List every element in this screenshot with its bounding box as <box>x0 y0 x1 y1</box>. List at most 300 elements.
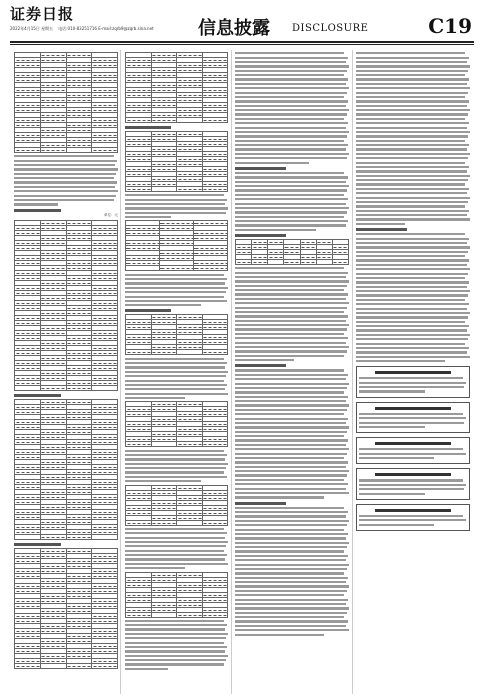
announcement-title <box>375 442 451 445</box>
header-rule <box>10 41 474 43</box>
text-line <box>356 122 469 124</box>
table-cell <box>177 442 203 447</box>
text-line <box>356 356 470 358</box>
text-line <box>356 179 468 181</box>
table-cell <box>92 385 118 390</box>
table-cell <box>151 118 177 123</box>
text-line <box>356 294 468 296</box>
text-line <box>14 160 117 162</box>
text-line <box>356 264 467 266</box>
text-line <box>235 542 349 544</box>
text-line <box>356 308 467 310</box>
text-line <box>359 413 463 415</box>
text-line <box>235 127 346 129</box>
text-line <box>356 83 467 85</box>
table-cell <box>151 520 177 525</box>
text-line <box>356 242 467 244</box>
table-cell <box>40 148 66 153</box>
text-line <box>235 507 344 509</box>
table-cell <box>160 266 194 271</box>
table-cell <box>40 385 66 390</box>
text-line <box>356 251 468 253</box>
text-line <box>14 181 117 183</box>
text-line <box>125 624 227 626</box>
text-line <box>235 466 346 468</box>
text-line <box>235 378 346 380</box>
text-line <box>356 162 465 164</box>
text-line <box>235 577 348 579</box>
text-line <box>235 550 344 552</box>
text-line <box>125 397 185 399</box>
text-line <box>235 324 349 326</box>
text-line <box>125 532 227 534</box>
text-line <box>235 524 347 526</box>
text-line <box>235 435 344 437</box>
text-line <box>125 380 224 382</box>
text-line <box>14 168 118 170</box>
text-line <box>356 192 467 194</box>
text-line <box>125 287 228 289</box>
table-cell <box>177 612 203 617</box>
text-line <box>235 496 324 498</box>
section-heading <box>235 167 286 170</box>
table-cell <box>126 612 152 617</box>
text-line <box>235 272 348 274</box>
text-line <box>14 203 58 205</box>
text-line <box>235 70 347 72</box>
body-text <box>125 620 228 670</box>
body-text <box>125 528 228 570</box>
table-row <box>126 612 228 617</box>
text-line <box>359 493 425 495</box>
text-line <box>356 303 469 305</box>
newspaper-logo: 证券日报 <box>10 5 75 23</box>
table-cell <box>40 663 66 668</box>
text-line <box>235 422 346 424</box>
text-line <box>235 87 349 89</box>
column-4 <box>356 50 470 694</box>
table-cell <box>300 260 316 265</box>
contact-info: 电话:010-83251716 E-mail:zqrb9@zqrb.sina.net <box>58 26 154 31</box>
text-line <box>235 315 348 317</box>
text-line <box>14 173 116 175</box>
text-line <box>235 616 344 618</box>
text-line <box>235 603 346 605</box>
text-line <box>235 337 348 339</box>
table-cell <box>252 260 268 265</box>
text-line <box>356 188 469 190</box>
text-line <box>125 558 225 560</box>
section-heading <box>125 309 171 312</box>
section-heading <box>125 126 171 129</box>
table-cell <box>15 663 41 668</box>
table-cell <box>66 663 92 668</box>
header-rule-thin <box>10 44 474 45</box>
text-line <box>125 668 168 670</box>
column-2 <box>125 50 228 694</box>
text-line <box>235 78 348 80</box>
text-line <box>125 663 224 665</box>
text-line <box>356 153 470 155</box>
table-cell <box>126 266 160 271</box>
section-heading <box>235 234 286 237</box>
text-line <box>235 444 346 446</box>
text-line <box>235 140 344 142</box>
text-line <box>125 458 225 460</box>
text-line <box>356 316 468 318</box>
text-line <box>356 175 470 177</box>
text-line <box>125 296 224 298</box>
text-line <box>235 426 349 428</box>
text-line <box>235 276 346 278</box>
table-cell <box>202 612 228 617</box>
column-divider <box>120 50 121 694</box>
text-line <box>356 87 470 89</box>
text-line <box>356 166 469 168</box>
text-line <box>14 195 116 197</box>
text-line <box>125 476 227 478</box>
text-line <box>359 453 466 455</box>
text-line <box>235 211 347 213</box>
text-line <box>125 659 226 661</box>
page-header <box>0 0 484 48</box>
body-text <box>125 274 228 307</box>
table-row <box>15 385 118 390</box>
text-line <box>125 471 224 473</box>
text-line <box>235 307 347 309</box>
text-line <box>235 515 346 517</box>
text-line <box>356 338 468 340</box>
data-table <box>125 401 228 447</box>
text-line <box>235 400 346 402</box>
text-line <box>356 238 469 240</box>
text-line <box>235 131 349 133</box>
text-line <box>356 74 465 76</box>
text-line <box>235 607 349 609</box>
section-heading <box>14 394 61 397</box>
text-line <box>235 453 347 455</box>
table-cell <box>268 260 284 265</box>
table-cell <box>332 260 348 265</box>
text-line <box>125 207 228 209</box>
announcement-box <box>356 437 470 464</box>
text-line <box>356 286 467 288</box>
text-line <box>125 628 225 630</box>
body-text <box>235 172 349 231</box>
text-line <box>235 224 346 226</box>
text-line <box>356 96 465 98</box>
text-line <box>235 280 349 282</box>
table-cell <box>202 187 228 192</box>
text-line <box>235 65 349 67</box>
text-line <box>356 157 468 159</box>
text-line <box>125 212 226 214</box>
body-text <box>235 52 349 164</box>
table-cell <box>202 442 228 447</box>
text-line <box>235 122 348 124</box>
table-cell <box>92 148 118 153</box>
text-line <box>125 467 226 469</box>
text-line <box>235 333 344 335</box>
text-line <box>125 650 225 652</box>
text-line <box>235 625 346 627</box>
text-line <box>359 382 466 384</box>
text-line <box>14 199 114 201</box>
text-line <box>235 135 347 137</box>
text-line <box>235 293 348 295</box>
table-cell <box>202 520 228 525</box>
table-cell <box>126 187 152 192</box>
text-line <box>235 328 347 330</box>
text-line <box>125 480 201 482</box>
text-line <box>125 366 225 368</box>
body-text <box>359 515 467 526</box>
data-table <box>14 220 118 391</box>
text-line <box>125 199 227 201</box>
text-line <box>125 655 228 657</box>
text-line <box>235 529 344 531</box>
text-line <box>125 541 228 543</box>
text-line <box>235 74 344 76</box>
text-line <box>359 377 463 379</box>
text-line <box>235 100 348 102</box>
table-cell <box>194 266 228 271</box>
text-line <box>235 383 349 385</box>
table-row <box>126 118 228 123</box>
text-line <box>356 144 469 146</box>
announcement-title <box>375 371 451 374</box>
text-line <box>125 463 228 465</box>
text-line <box>235 57 348 59</box>
text-line <box>356 273 468 275</box>
text-line <box>235 396 348 398</box>
text-line <box>235 185 349 187</box>
table-cell <box>284 260 300 265</box>
data-table <box>14 399 118 540</box>
text-line <box>235 162 309 164</box>
text-line <box>235 511 348 513</box>
announcement-title <box>375 407 451 410</box>
text-line <box>235 546 347 548</box>
text-line <box>125 637 226 639</box>
text-line <box>235 52 344 54</box>
text-line <box>125 274 224 276</box>
table-cell <box>177 187 203 192</box>
text-line <box>356 148 467 150</box>
table-cell <box>236 260 252 265</box>
text-line <box>356 210 469 212</box>
text-line <box>356 100 469 102</box>
text-line <box>235 320 346 322</box>
text-line <box>356 233 465 235</box>
text-line <box>356 105 467 107</box>
text-line <box>235 113 347 115</box>
text-line <box>356 113 468 115</box>
text-line <box>356 334 470 336</box>
text-line <box>235 289 344 291</box>
body-text <box>356 233 470 362</box>
body-text <box>14 155 118 205</box>
table-row <box>126 187 228 192</box>
text-line <box>356 259 469 261</box>
text-line <box>14 190 118 192</box>
text-line <box>235 404 349 406</box>
text-line <box>235 612 347 614</box>
table-row <box>126 520 228 525</box>
text-line <box>235 457 344 459</box>
table-cell <box>177 350 203 355</box>
text-line <box>356 205 465 207</box>
text-line <box>356 140 465 142</box>
text-line <box>235 387 347 389</box>
text-line <box>125 454 227 456</box>
text-line <box>235 620 348 622</box>
text-line <box>235 157 347 159</box>
text-line <box>125 291 226 293</box>
announcement-title <box>375 509 451 512</box>
page-number: C19 <box>428 14 472 38</box>
text-line <box>356 131 470 133</box>
announcement-title <box>375 473 451 476</box>
text-line <box>125 633 228 635</box>
text-line <box>14 177 114 179</box>
text-line <box>125 362 227 364</box>
text-line <box>235 585 349 587</box>
text-line <box>125 278 227 280</box>
table-cell <box>66 534 92 539</box>
body-text <box>359 448 467 459</box>
text-line <box>356 255 465 257</box>
text-line <box>359 515 463 517</box>
text-line <box>125 203 225 205</box>
text-line <box>356 246 470 248</box>
text-line <box>235 189 347 191</box>
table-cell <box>126 118 152 123</box>
text-line <box>359 426 425 428</box>
text-line <box>356 201 468 203</box>
text-line <box>235 555 348 557</box>
text-line <box>235 448 349 450</box>
text-line <box>356 347 469 349</box>
text-line <box>125 393 228 395</box>
text-line <box>235 267 344 269</box>
table-cell <box>151 350 177 355</box>
text-line <box>125 371 228 373</box>
unit-label: 单位：元 <box>104 212 118 217</box>
text-line <box>14 164 115 166</box>
text-line <box>235 285 347 287</box>
section-heading <box>235 364 286 367</box>
text-line <box>359 422 464 424</box>
text-line <box>235 520 349 522</box>
data-table <box>125 485 228 526</box>
text-line <box>235 118 344 120</box>
text-line <box>235 634 324 636</box>
text-line <box>235 302 349 304</box>
text-line <box>235 203 346 205</box>
table-cell <box>126 350 152 355</box>
text-line <box>235 594 344 596</box>
text-line <box>359 457 434 459</box>
text-line <box>359 479 463 481</box>
text-line <box>356 329 467 331</box>
text-line <box>235 431 347 433</box>
text-line <box>125 450 224 452</box>
text-line <box>235 599 348 601</box>
text-line <box>235 194 344 196</box>
text-line <box>125 375 226 377</box>
text-line <box>359 484 466 486</box>
text-line <box>235 144 348 146</box>
text-line <box>356 268 470 270</box>
text-line <box>235 311 344 313</box>
body-text <box>235 369 349 498</box>
text-line <box>356 343 465 345</box>
text-line <box>14 186 115 188</box>
column-1 <box>14 50 118 694</box>
text-line <box>356 118 465 120</box>
text-line <box>235 418 348 420</box>
text-line <box>356 312 470 314</box>
table-row <box>15 148 118 153</box>
table-cell <box>151 187 177 192</box>
table-cell <box>126 520 152 525</box>
text-line <box>125 358 224 360</box>
text-line <box>125 646 227 648</box>
publish-info <box>10 26 154 32</box>
table-cell <box>66 385 92 390</box>
text-line <box>356 170 467 172</box>
text-line <box>235 479 344 481</box>
text-line <box>235 346 349 348</box>
table-row <box>15 534 118 539</box>
table-cell <box>126 442 152 447</box>
text-line <box>235 374 348 376</box>
data-table <box>125 220 228 271</box>
text-line <box>356 299 465 301</box>
body-text <box>359 377 467 392</box>
table-row <box>15 663 118 668</box>
table-cell <box>202 118 228 123</box>
text-line <box>235 298 346 300</box>
text-line <box>125 537 225 539</box>
body-text <box>359 479 467 494</box>
text-line <box>356 321 465 323</box>
text-line <box>235 369 344 371</box>
text-line <box>235 488 346 490</box>
table-cell <box>15 534 41 539</box>
body-text <box>356 52 470 225</box>
body-text <box>235 507 349 636</box>
announcement-box <box>356 468 470 500</box>
text-line <box>235 355 344 357</box>
body-text <box>125 450 228 483</box>
section-heading <box>235 502 286 505</box>
text-line <box>235 220 348 222</box>
text-line <box>356 52 465 54</box>
data-table <box>125 52 228 123</box>
text-line <box>235 537 346 539</box>
text-line <box>235 470 349 472</box>
text-line <box>235 148 346 150</box>
text-line <box>125 194 224 196</box>
text-line <box>235 92 347 94</box>
text-line <box>125 384 227 386</box>
text-line <box>359 519 466 521</box>
text-line <box>356 78 469 80</box>
table-cell <box>15 148 41 153</box>
text-line <box>359 417 466 419</box>
